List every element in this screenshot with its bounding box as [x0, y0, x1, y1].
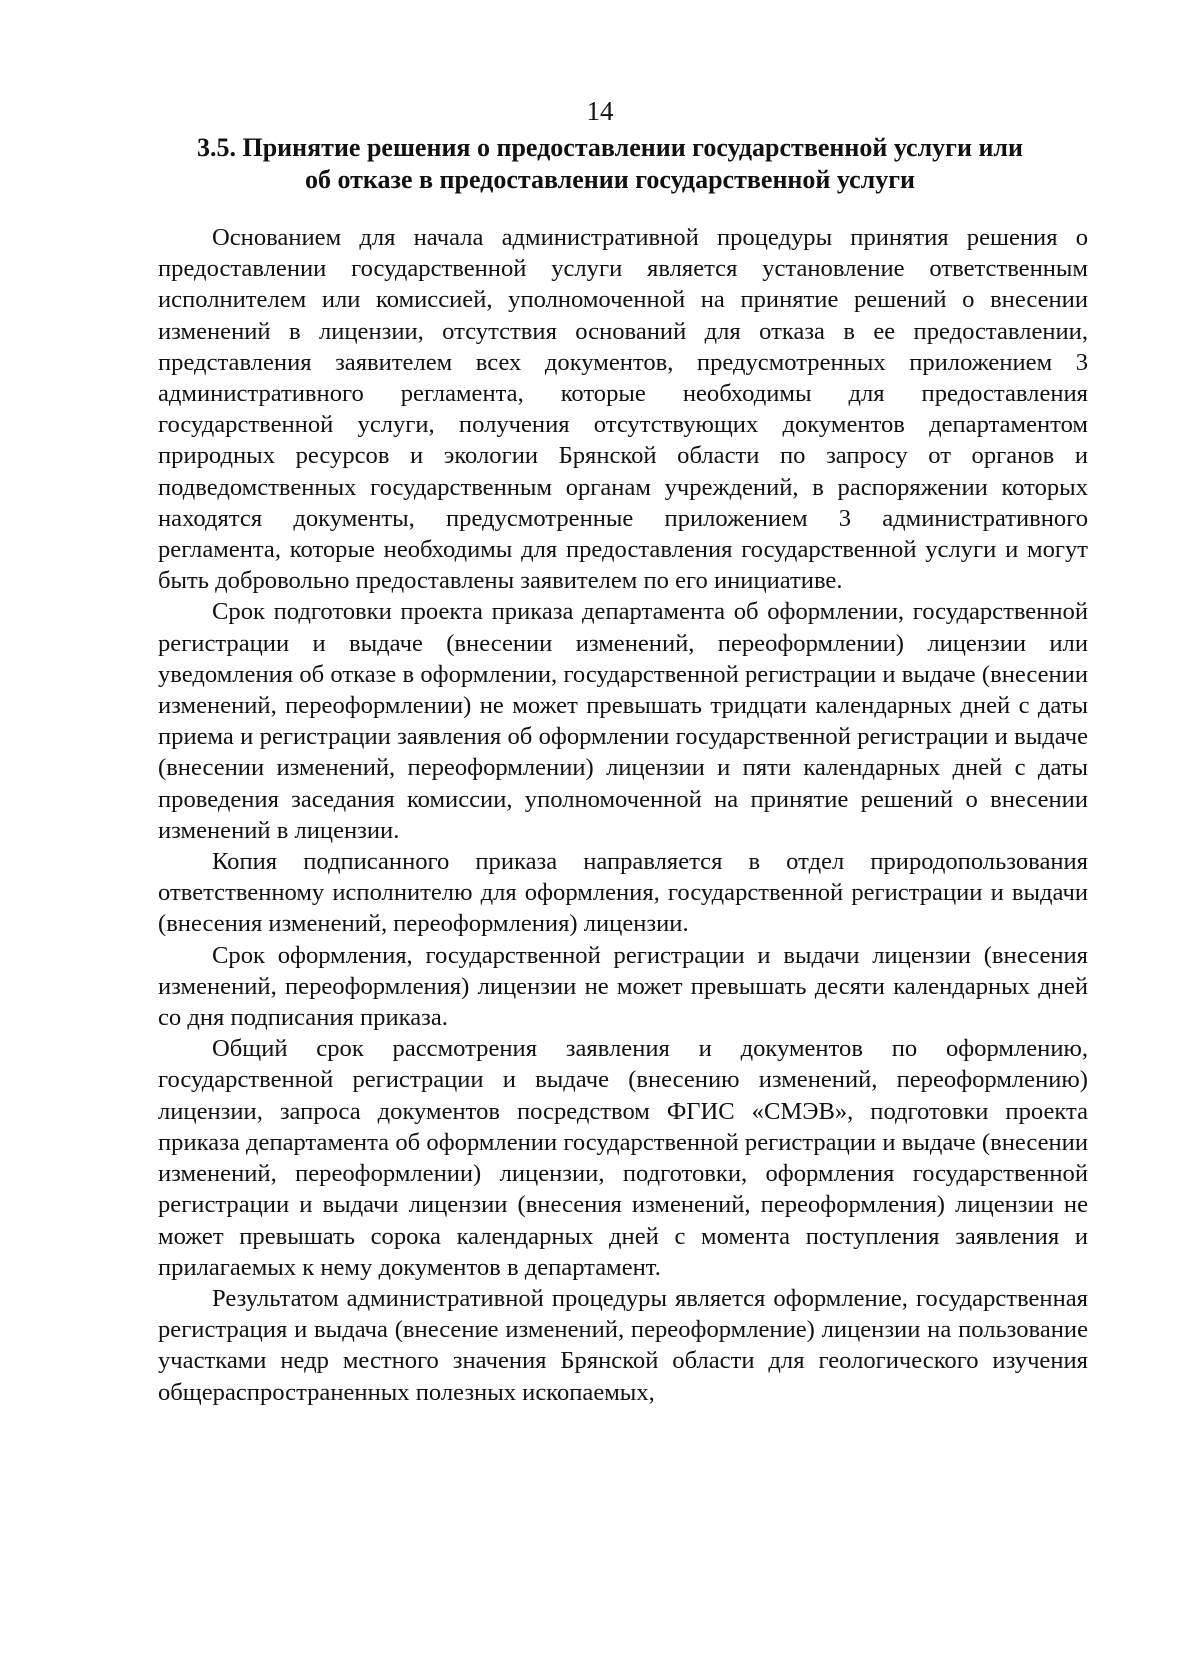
paragraph-order-copy: Копия подписанного приказа направляется в отдел природопользования ответственному исполнителю для оформления, государственной регистрации и выдачи (внесения изменений, переоформления) лицензии.	[158, 848, 1088, 938]
section-heading-line-2: об отказе в предоставлении государственной услуги	[304, 165, 915, 194]
section-heading	[150, 132, 1070, 196]
body-text	[158, 222, 1088, 1408]
paragraph-total-term: Общий срок рассмотрения заявления и документов по оформлению, государственной регистрации и выдаче (внесению изменений, переоформлению) лицензии, запроса документов посредством ФГИС «СМЭВ», подготовки проекта приказа департамента об оформлении государственной регистрации и выдаче (внесении изменений, переоформлении) лицензии, подготовки, оформления государственной регистрации и выдачи лицензии (внесения изменений, переоформления) лицензии не может превышать сорока календарных дней с момента поступления заявления и прилагаемых к нему документов в департамент.	[158, 1035, 1088, 1281]
paragraph-basis: Основанием для начала административной процедуры принятия решения о предоставлении государственной услуги является установление ответственным исполнителем или комиссией, уполномоченной на принятие решений о внесении изменений в лицензии, отсутствия оснований для отказа в ее предоставлении, представления заявителем всех документов, предусмотренных приложением 3 административного регламента, которые необходимы для предоставления государственной услуги, получения отсутствующих документов департаментом природных ресурсов и экологии Брянской области по запросу от органов и подведомственных государственным органам учреждений, в распоряжении которых находятся документы, предусмотренные приложением 3 административного регламента, которые необходимы для предоставления государственной услуги и могут быть добровольно предоставлены заявителем по его инициативе.	[158, 224, 1088, 595]
section-heading-line-1: 3.5. Принятие решения о предоставлении государственной услуги или	[196, 133, 1024, 162]
paragraph-issuance-term: Срок оформления, государственной регистрации и выдачи лицензии (внесения изменений, переоформления) лицензии не может превышать десяти календарных дней со дня подписания приказа.	[158, 941, 1088, 1032]
paragraph-result: Результатом административной процедуры является оформление, государственная регистрация и выдача (внесение изменений, переоформление) лицензии на пользование участками недр местного значения Брянской области для геологического изучения общераспространенных полезных ископаемых,	[158, 1284, 1088, 1406]
page-number: 14	[586, 96, 614, 126]
paragraph-preparation-term: Срок подготовки проекта приказа департамента об оформлении, государственной регистрации и выдаче (внесении изменений, переоформлении) лицензии или уведомления об отказе в оформлении, государственной регистрации и выдаче (внесении изменений, переоформлении) не может превышать тридцати календарных дней с даты приема и регистрации заявления об оформлении государственной регистрации и выдаче (внесении изменений, переоформлении) лицензии и пяти календарных дней с даты проведения заседания комиссии, уполномоченной на принятие решений о внесении изменений в лицензии.	[158, 598, 1088, 844]
